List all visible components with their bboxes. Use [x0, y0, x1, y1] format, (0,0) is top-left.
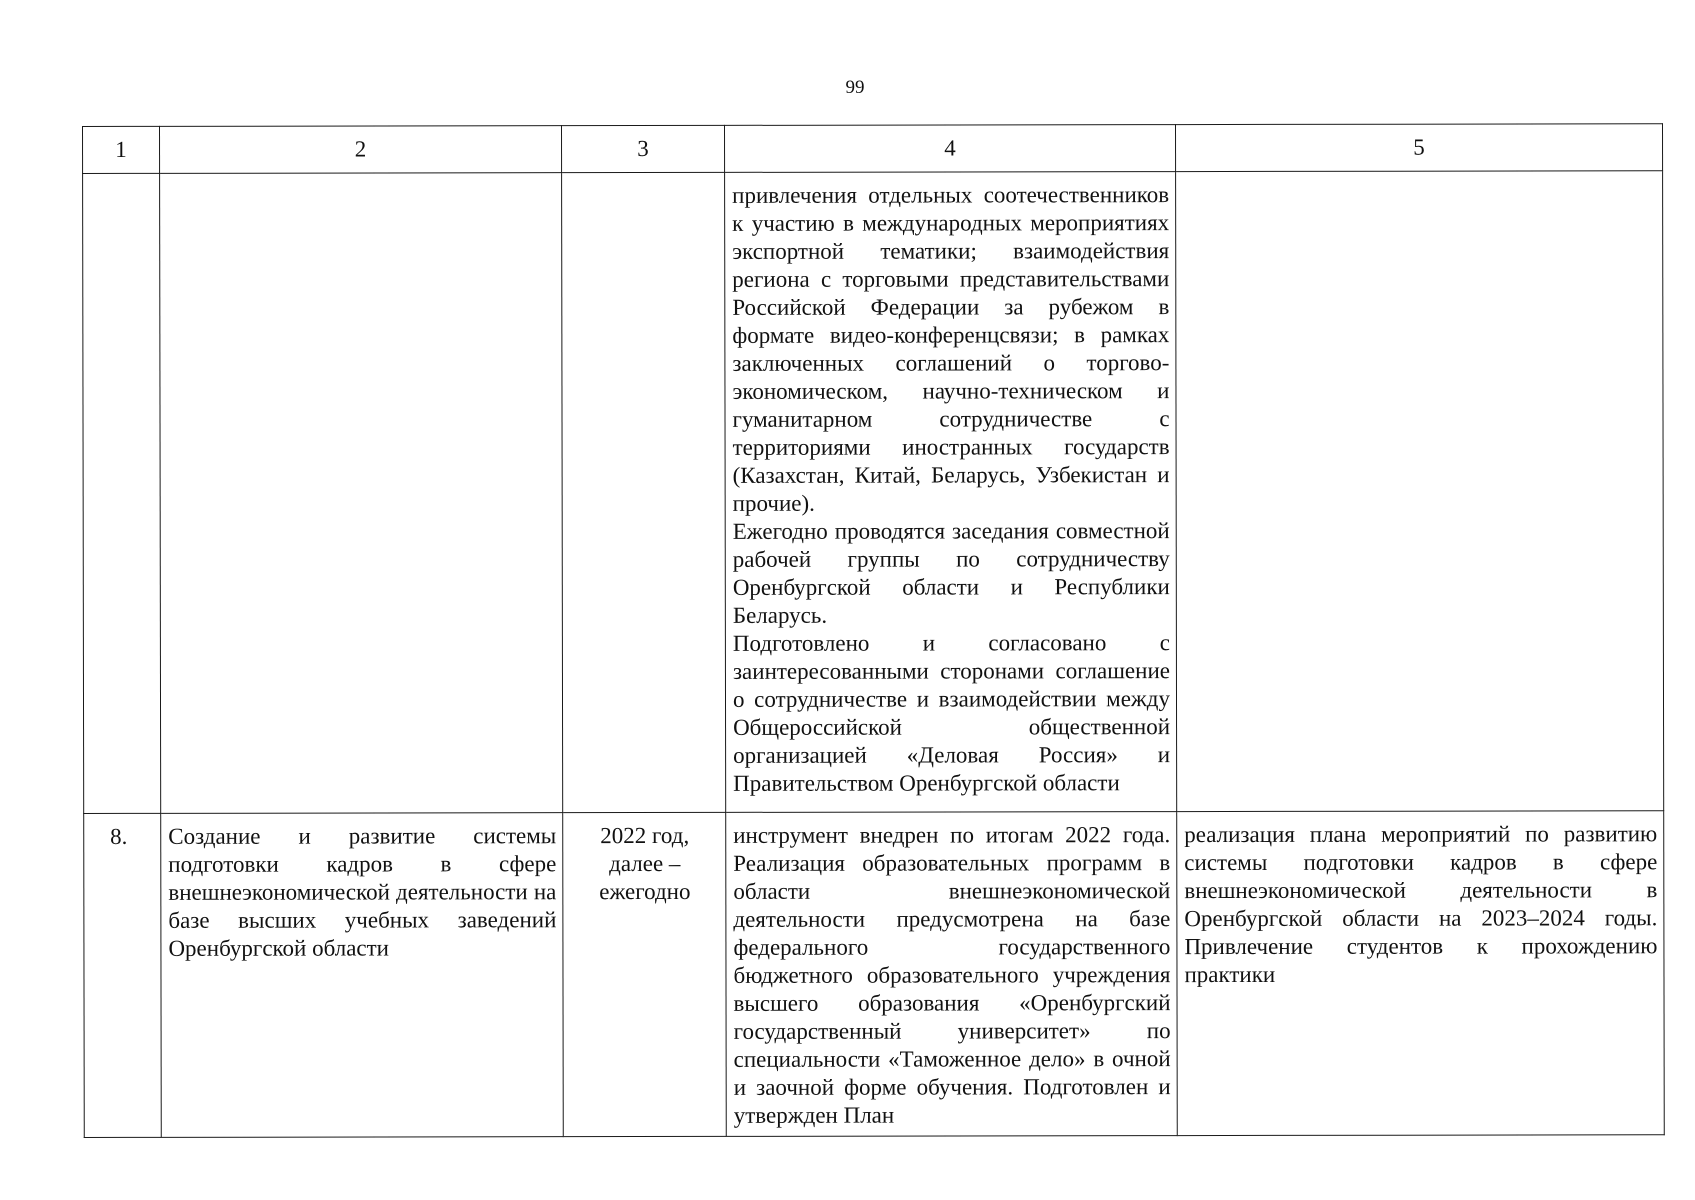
table-header-row: [83, 124, 1663, 174]
table-row-8: [84, 811, 1665, 1138]
cell-title: Создание и развитие системы подготовки кадров в сфере внешнеэкономической деятельности на базе высших учебных заведений Оренбургской области: [161, 813, 564, 1138]
column-header-1: 1: [83, 126, 160, 173]
cell-number: [83, 173, 161, 813]
timing-line: ежегодно: [599, 878, 691, 905]
column-header-5: 5: [1175, 124, 1662, 172]
page-number: 99: [845, 77, 865, 98]
measures-table: [82, 123, 1665, 1138]
column-header-3: 3: [562, 125, 725, 172]
cell-timing: [562, 172, 726, 812]
cell-timing: [563, 812, 727, 1136]
status-paragraph: Подготовлено и согласовано с заинтересованными сторонами соглашение о сотрудничестве и взаимодействии между Общероссийской общественной организацией «Деловая Россия» и Правительством Оренбургской области: [732, 630, 1171, 796]
column-header-2: 2: [160, 126, 562, 174]
cell-status: инструмент внедрен по итогам 2022 года. Реализация образовательных программ в области внешнеэкономической деятельности предусмотрена на базе федерального государственного бюджетного образовательного учреждения высшего образования «Оренбургский государственный университет» по специальности «Таможенное дело» в очной и заочной форме обучения. Подготовлен и утвержден План: [726, 812, 1178, 1137]
cell-number: 8.: [84, 813, 162, 1137]
status-paragraph: Ежегодно проводятся заседания совместной рабочей группы по сотрудничеству Оренбургской области и Республики Беларусь.: [732, 518, 1170, 628]
timing-line: 2022 год,: [600, 822, 690, 849]
cell-result: [1176, 171, 1664, 812]
status-paragraph: привлечения отдельных соотечественников к участию в международных мероприятиях экспортной тематики; взаимодействия региона с торговыми представительствами Российской Федерации за рубежом в формате видео-конференцсвязи; в рамках заключенных соглашений о торгово-экономическом, научно-техническом и гуманитарном сотрудничестве с территориями иностранных государств (Казахстан, Китай, Беларусь, Узбекистан и прочие).: [732, 182, 1170, 516]
timing-line: далее –: [609, 850, 681, 877]
cell-result: реализация плана мероприятий по развитию системы подготовки кадров в сфере внешнеэкономической деятельности в Оренбургской области на 2023–2024 годы. Привлечение студентов к прохождению практики: [1177, 811, 1665, 1136]
cell-status: [725, 172, 1177, 813]
table-row-continuation: [83, 171, 1664, 814]
column-header-4: 4: [724, 125, 1175, 173]
cell-title: [160, 173, 563, 814]
